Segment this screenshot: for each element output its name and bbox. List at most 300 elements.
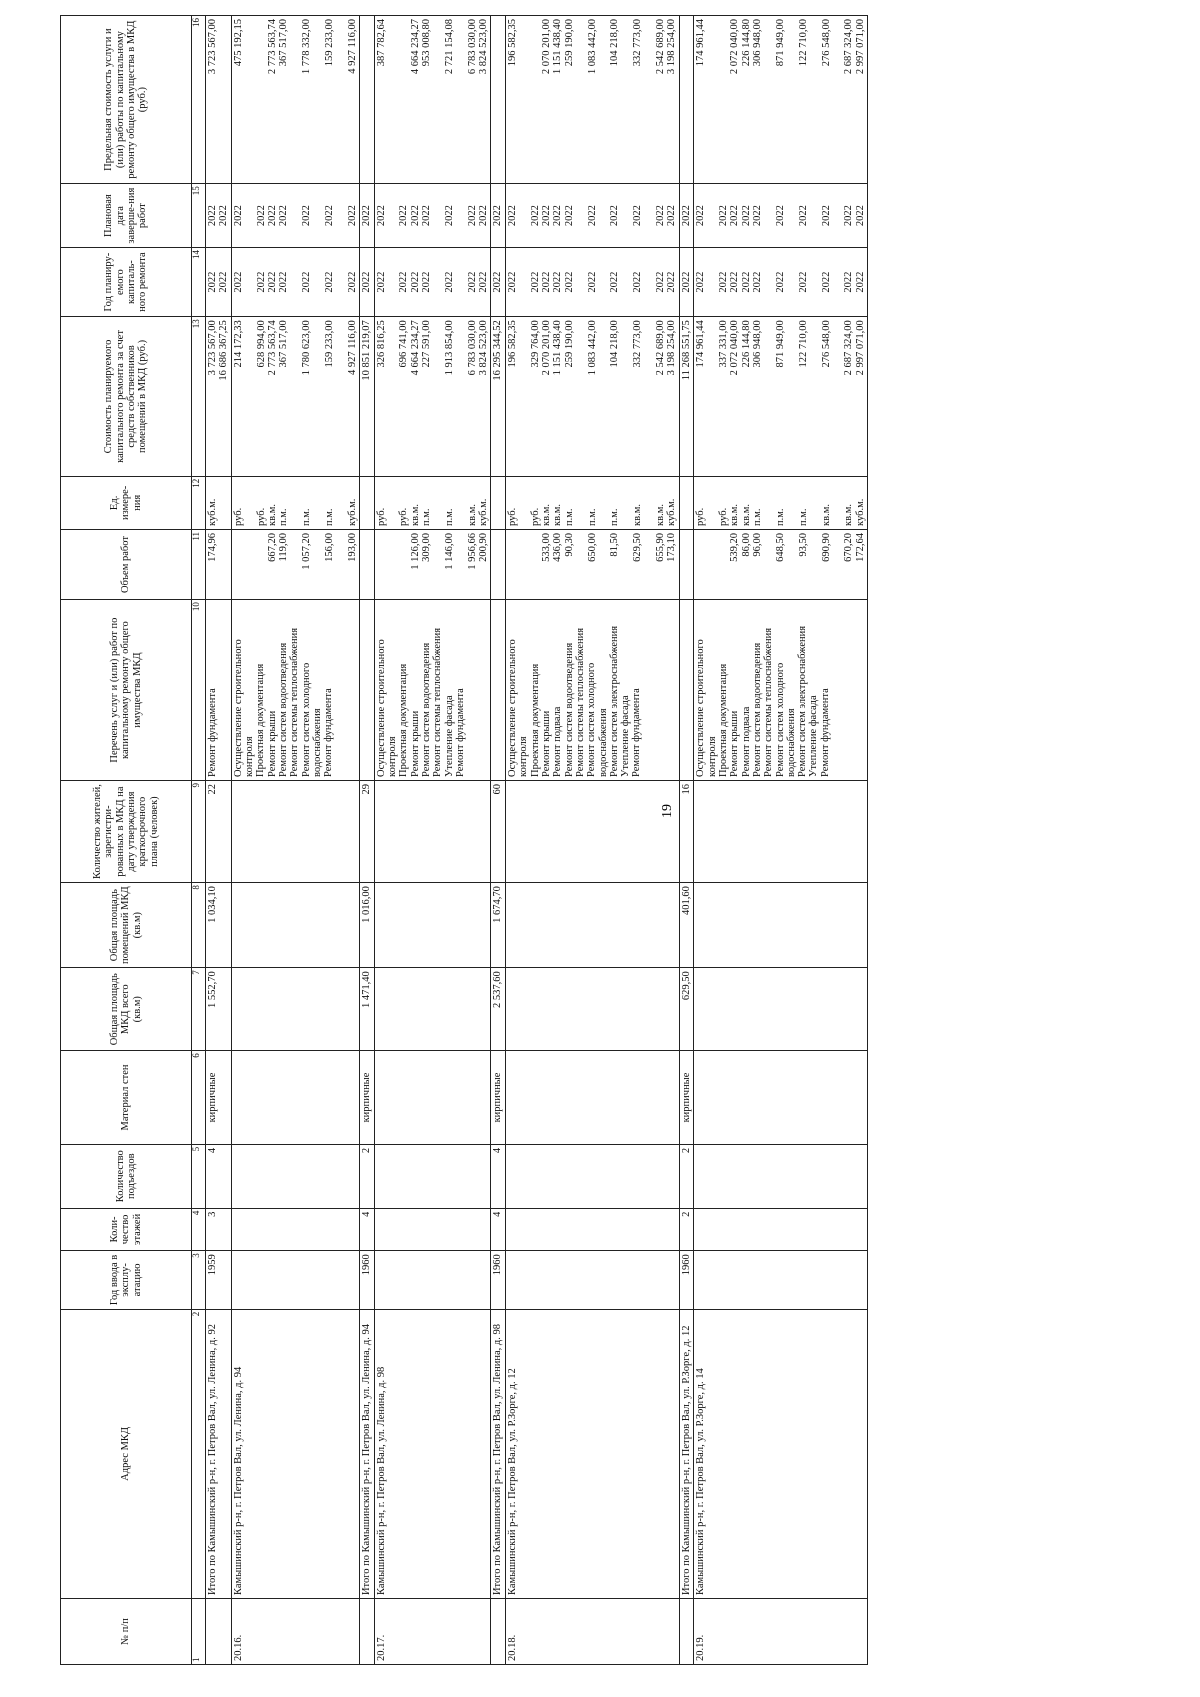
work-name-cell [694,600,868,781]
work-name: Ремонт системы теплоснабжения [432,627,444,777]
address-cell [206,1309,232,1598]
residents-cell [505,781,679,883]
address-cell-text: Камышинский р-н, г. Петров Вал, ул. Ленина, д. 98 [375,1366,387,1596]
work-year-cell [360,248,374,317]
column-header: Адрес МКД [61,1309,192,1598]
group-row [491,16,505,1665]
entrances-cell-text: 2 [361,1147,373,1154]
work-year: 2022 [409,271,421,293]
residents-cell-text [376,784,387,879]
table-body [206,16,868,1665]
work-unit: кв.м. [541,503,553,526]
work-cost: 174 961,44 [695,320,707,368]
work-limit [256,19,267,180]
row-number [360,1599,374,1665]
floors-cell-text [507,1212,518,1248]
work-name: Утепление фасада [808,695,820,777]
work-date: 2022 [843,205,855,227]
work-volume: 156,00 [323,532,335,562]
work-volume: 655,90 [655,532,667,562]
walls-cell-text [695,1054,706,1141]
work-cost: 214 172,33 [232,320,244,368]
work-date: 2022 [421,205,433,227]
residents-cell-text: 16 [680,784,692,795]
column-header: Плановая дата заверше-ния работ [61,184,192,248]
walls-cell-text [233,1054,244,1141]
work-date-cell [694,184,868,248]
work-date: 2022 [718,205,729,227]
work-year: 2022 [346,271,358,293]
work-date: 2022 [854,205,866,227]
work-volume: 90,30 [563,532,575,557]
year-cell [206,1251,232,1310]
work-unit-cell [694,476,868,529]
walls-cell [206,1051,232,1145]
work-year: 2022 [207,271,218,293]
group-row [206,16,232,1665]
work-volume: 96,00 [752,532,764,557]
floors-cell-text: 4 [492,1211,504,1217]
group-row [374,16,491,1665]
row-number [374,1599,491,1665]
work-volume [718,533,729,596]
work-date: 2022 [752,205,764,227]
address-cell-text: Камышинский р-н, г. Петров Вал, ул. Р.Зорге, д. 14 [695,1368,707,1596]
year-cell-text [507,1254,518,1306]
area-total-cell-text [507,971,518,1047]
year-cell [505,1251,679,1310]
work-cost: 276 548,00 [820,320,832,368]
work-limit [492,19,503,180]
work-date: 2022 [323,205,335,227]
work-unit: кв.м. [266,503,278,526]
work-cost: 2 773 563,74 [266,320,278,376]
work-unit: куб.м. [346,498,358,526]
work-date: 2022 [218,205,230,227]
work-date: 2022 [586,205,598,227]
work-limit: 332 773,00 [632,19,644,67]
column-index: 9 [192,781,206,883]
work-year: 2022 [586,271,598,293]
work-limit: 259 190,00 [563,19,575,67]
entrances-cell [206,1144,232,1208]
area-total-cell [206,968,232,1051]
work-unit: куб.м. [207,498,218,526]
work-name: Ремонт фундамента [207,688,218,777]
residents-cell-text [695,784,706,879]
work-date: 2022 [466,205,478,227]
entrances-cell-text: 4 [207,1147,218,1154]
work-cost: 226 144,80 [740,320,752,368]
work-cost: 2 072 040,00 [729,320,741,376]
walls-cell [360,1051,374,1145]
work-year: 2022 [752,271,764,293]
residents-cell [374,781,491,883]
column-index: 2 [192,1309,206,1598]
work-unit [218,480,229,526]
work-cost: 2 070 201,00 [541,320,553,376]
work-date: 2022 [398,205,410,227]
work-name: Осуществление строительного контроля [232,639,256,777]
work-unit: п.м. [563,508,575,526]
work-cost: 2 687 324,00 [843,320,855,376]
work-name: Ремонт систем водоотведения [278,642,290,777]
work-name: Ремонт крыши [409,710,421,777]
work-limit [361,19,372,180]
row-number [206,1599,232,1665]
work-unit: кв.м. [843,503,855,526]
work-date: 2022 [346,205,358,227]
floors-cell-text: 3 [207,1211,218,1217]
address-cell-text: Камышинский р-н, г. Петров Вал, ул. Р.Зорге, д. 12 [506,1368,518,1596]
residents-cell-text: 60 [492,784,504,795]
address-cell-text: Камышинский р-н, г. Петров Вал, ул. Ленина, д. 94 [232,1366,244,1596]
floors-cell-text [233,1212,244,1248]
work-year: 2022 [529,271,541,293]
work-date-cell [231,184,359,248]
work-cost: 3 198 254,00 [666,320,678,376]
group-row [505,16,679,1665]
work-volume: 172,64 [854,532,866,562]
work-name-cell [231,600,359,781]
work-cost-cell [360,317,374,477]
work-date-cell [206,184,232,248]
work-name: Ремонт фундамента [819,688,831,777]
work-year-cell [694,248,868,317]
document-sheet [60,15,1180,1665]
area-rooms-cell-text: 1 674,70 [492,886,504,923]
work-cost: 11 268 551,75 [680,320,692,381]
work-limit: 2 072 040,00 [729,19,741,75]
year-cell-text: 1960 [492,1254,504,1276]
work-name: Ремонт систем электроснабжения [608,625,620,777]
address-cell-text: Итого по Камышинский р-н, г. Петров Вал, ул. Ленина, д. 94 [361,1324,373,1596]
walls-cell [694,1051,868,1145]
column-index: 4 [192,1208,206,1251]
work-limit: 2 687 324,00 [843,19,855,75]
entrances-cell-text: 2 [680,1147,692,1154]
work-unit: кв.м. [409,503,421,526]
work-date-cell [491,184,505,248]
column-header: Стоимость планируемого капитального ремонта за счет средств собственников помещений в МКД (руб.) [61,317,192,477]
work-volume: 648,50 [774,532,786,562]
work-date: 2022 [666,205,678,227]
row-number [491,1599,505,1665]
work-limit: 226 144,80 [740,19,752,67]
work-volume-cell [694,529,868,599]
row-number [694,1599,868,1665]
work-date: 2022 [443,205,455,227]
floors-cell [679,1208,693,1251]
work-limit: 1 083 442,00 [586,19,598,75]
entrances-cell [491,1144,505,1208]
work-unit: п.м. [752,508,764,526]
work-cost: 4 927 116,00 [346,320,358,375]
work-year: 2022 [218,271,230,293]
row-number-text [681,1602,692,1661]
work-cost-cell [206,317,232,477]
address-cell-text: Итого по Камышинский р-н, г. Петров Вал, ул. Ленина, д. 92 [207,1324,218,1596]
work-year: 2022 [421,271,433,293]
column-index: 5 [192,1144,206,1208]
residents-cell [206,781,232,883]
work-limit: 2 997 071,00 [854,19,866,75]
work-volume [256,533,267,596]
work-unit: п.м. [586,508,598,526]
row-number [505,1599,679,1665]
column-header: Предельная стоимость услуги и (или) работы по капитальному ремонту общего имущества в МКД (руб.) [61,16,192,184]
work-year-cell [231,248,359,317]
column-header: Количество жителей, зарегистри-рованных в МКД на дату утверждения краткосрочного плана (человек) [61,781,192,883]
work-date: 2022 [632,205,644,227]
work-unit: куб.м. [666,498,678,526]
work-year: 2022 [541,271,553,293]
area-total-cell [694,968,868,1051]
work-limit-cell [491,16,505,184]
row-number-text [492,1602,503,1661]
floors-cell-text: 4 [361,1211,373,1217]
work-cost-cell [679,317,693,477]
work-cost: 10 851 219,07 [361,320,373,381]
residents-cell [360,781,374,883]
work-name: Осуществление строительного контроля [695,639,718,777]
year-cell-text: 1960 [361,1254,373,1276]
work-date: 2022 [820,205,832,227]
work-unit [492,480,503,526]
address-cell [505,1309,679,1598]
area-rooms-cell-text: 401,60 [680,886,692,915]
work-cost: 227 591,00 [421,320,433,368]
work-year: 2022 [729,271,741,293]
work-date: 2022 [492,205,504,227]
work-cost: 2 542 689,00 [655,320,667,376]
work-cost: 1 151 438,40 [552,320,564,376]
column-header: Количество подъездов [61,1144,192,1208]
floors-cell [374,1208,491,1251]
work-limit: 475 192,15 [232,19,244,67]
work-volume: 533,00 [541,532,553,562]
work-year: 2022 [266,271,278,293]
work-unit: п.м. [443,508,455,526]
work-date-cell [374,184,491,248]
work-name-cell [206,600,232,781]
work-name: Ремонт крыши [540,710,552,777]
column-header: Ед. измере-ния [61,476,192,529]
year-cell [491,1251,505,1310]
area-rooms-cell-text [507,886,518,964]
work-limit: 159 233,00 [323,19,335,67]
area-total-cell-text [695,971,706,1047]
work-cost: 16 295 344,52 [492,320,504,381]
area-total-cell [505,968,679,1051]
column-header: Материал стен [61,1051,192,1145]
work-unit: п.м. [323,508,335,526]
work-name: Ремонт фундамента [454,688,466,777]
page-number: 19 [660,804,675,818]
work-name: Ремонт крыши [266,710,278,777]
work-year-cell [206,248,232,317]
work-date: 2022 [729,205,741,227]
work-name-cell [679,600,693,781]
work-unit: руб. [506,507,518,526]
work-unit: п.м. [797,508,809,526]
walls-cell [231,1051,359,1145]
work-unit-cell [206,476,232,529]
address-cell [374,1309,491,1598]
work-limit-cell [374,16,491,184]
row-number-text [361,1602,372,1661]
entrances-cell-text [376,1148,387,1205]
work-year: 2022 [718,271,729,293]
residents-cell-text: 29 [361,784,373,795]
work-volume [492,533,503,596]
address-cell [491,1309,505,1598]
work-volume: 650,00 [586,532,598,562]
work-year: 2022 [695,271,707,293]
work-name-cell [360,600,374,781]
work-volume: 1 146,00 [443,532,455,570]
area-rooms-cell [694,883,868,968]
column-header: Общая площадь помещений МКД (кв.м) [61,883,192,968]
work-date: 2022 [740,205,752,227]
work-unit: кв.м. [729,503,741,526]
group-row [360,16,374,1665]
work-volume-cell [491,529,505,599]
work-year: 2022 [797,271,809,293]
walls-cell [491,1051,505,1145]
entrances-cell-text [507,1148,518,1205]
work-volume: 86,00 [740,532,752,557]
work-limit-cell [360,16,374,184]
work-unit [681,480,692,526]
work-cost: 628 994,00 [255,320,267,368]
column-header: Объем работ [61,529,192,599]
work-name: Проектная документация [255,663,267,777]
column-index: 6 [192,1051,206,1145]
work-unit: п.м. [774,508,786,526]
work-year: 2022 [466,271,478,293]
work-year-cell [491,248,505,317]
work-name-cell [491,600,505,781]
work-volume-cell [231,529,359,599]
area-rooms-cell-text: 1 016,00 [361,886,373,923]
work-volume: 690,90 [820,532,832,562]
work-volume: 1 126,00 [409,532,421,570]
area-rooms-cell-text [233,886,244,964]
work-date: 2022 [680,205,692,227]
work-unit: руб. [375,507,387,526]
walls-cell-text: кирпичные [207,1072,218,1123]
work-unit: руб. [529,507,541,526]
group-row [694,16,868,1665]
walls-cell [679,1051,693,1145]
work-volume [507,533,530,596]
work-name-cell [505,600,679,781]
work-name: Осуществление строительного контроля [506,639,530,777]
walls-cell-text: кирпичные [680,1072,692,1123]
work-name: Ремонт систем холодного водоснабжения [586,662,609,777]
work-volume [398,533,409,596]
residents-cell [694,781,868,883]
work-date: 2022 [409,205,421,227]
work-name: Ремонт подвала [552,706,564,777]
work-limit: 104 218,00 [609,19,621,67]
column-index: 15 [192,184,206,248]
work-limit: 2 542 689,00 [655,19,667,75]
work-unit: руб. [718,507,729,526]
work-volume: 193,00 [346,532,358,562]
area-total-cell [679,968,693,1051]
row-number [679,1599,693,1665]
work-name: Проектная документация [529,663,541,777]
column-header: Год ввода в эксплу-атацию [61,1251,192,1310]
work-unit-cell [360,476,374,529]
work-volume: 436,00 [552,532,564,562]
work-date: 2022 [478,205,490,227]
year-cell-text: 1959 [207,1254,218,1276]
work-volume [681,533,692,596]
work-year: 2022 [255,271,267,293]
walls-cell [374,1051,491,1145]
row-number-text: 20.17. [375,1634,387,1661]
residents-cell-text [233,784,244,879]
area-rooms-cell [206,883,232,968]
work-name: Ремонт системы теплоснабжения [289,627,301,777]
work-cost: 306 948,00 [752,320,764,368]
work-cost: 1 083 442,00 [586,320,598,376]
work-cost: 3 723 567,00 [207,320,218,376]
walls-cell-text: кирпичные [361,1072,373,1123]
work-date: 2022 [695,205,707,227]
address-cell [360,1309,374,1598]
work-year-cell [505,248,679,317]
work-date-cell [679,184,693,248]
work-volume: 309,00 [421,532,433,562]
work-limit: 306 948,00 [752,19,764,67]
column-index: 14 [192,248,206,317]
work-volume: 93,50 [797,532,809,557]
work-cost: 259 190,00 [563,320,575,368]
column-header: Перечень услуг и (или) работ по капитальному ремонту общего имущества МКД [61,600,192,781]
residents-cell-text: 22 [207,784,218,795]
work-date: 2022 [301,205,313,227]
work-limit-cell [694,16,868,184]
work-volume: 119,00 [278,532,290,562]
work-limit: 953 008,80 [421,19,433,67]
area-rooms-cell [491,883,505,968]
work-limit: 2 721 154,08 [443,19,455,75]
work-unit: кв.м. [740,503,752,526]
work-year: 2022 [361,271,373,293]
work-cost: 159 233,00 [323,320,335,368]
work-name-cell [374,600,491,781]
entrances-cell [360,1144,374,1208]
year-cell-text [695,1254,706,1306]
walls-cell-text [507,1054,518,1141]
entrances-cell [231,1144,359,1208]
area-total-cell [374,968,491,1051]
floors-cell-text: 2 [680,1211,692,1217]
work-unit-cell [505,476,679,529]
work-name: Утепление фасада [443,695,455,777]
work-year: 2022 [232,271,244,293]
address-cell [679,1309,693,1598]
work-name: Утепление фасада [620,695,632,777]
work-date-cell [360,184,374,248]
row-number-text: 20.18. [506,1634,518,1661]
work-date: 2022 [506,205,518,227]
work-volume: 670,20 [843,532,855,562]
